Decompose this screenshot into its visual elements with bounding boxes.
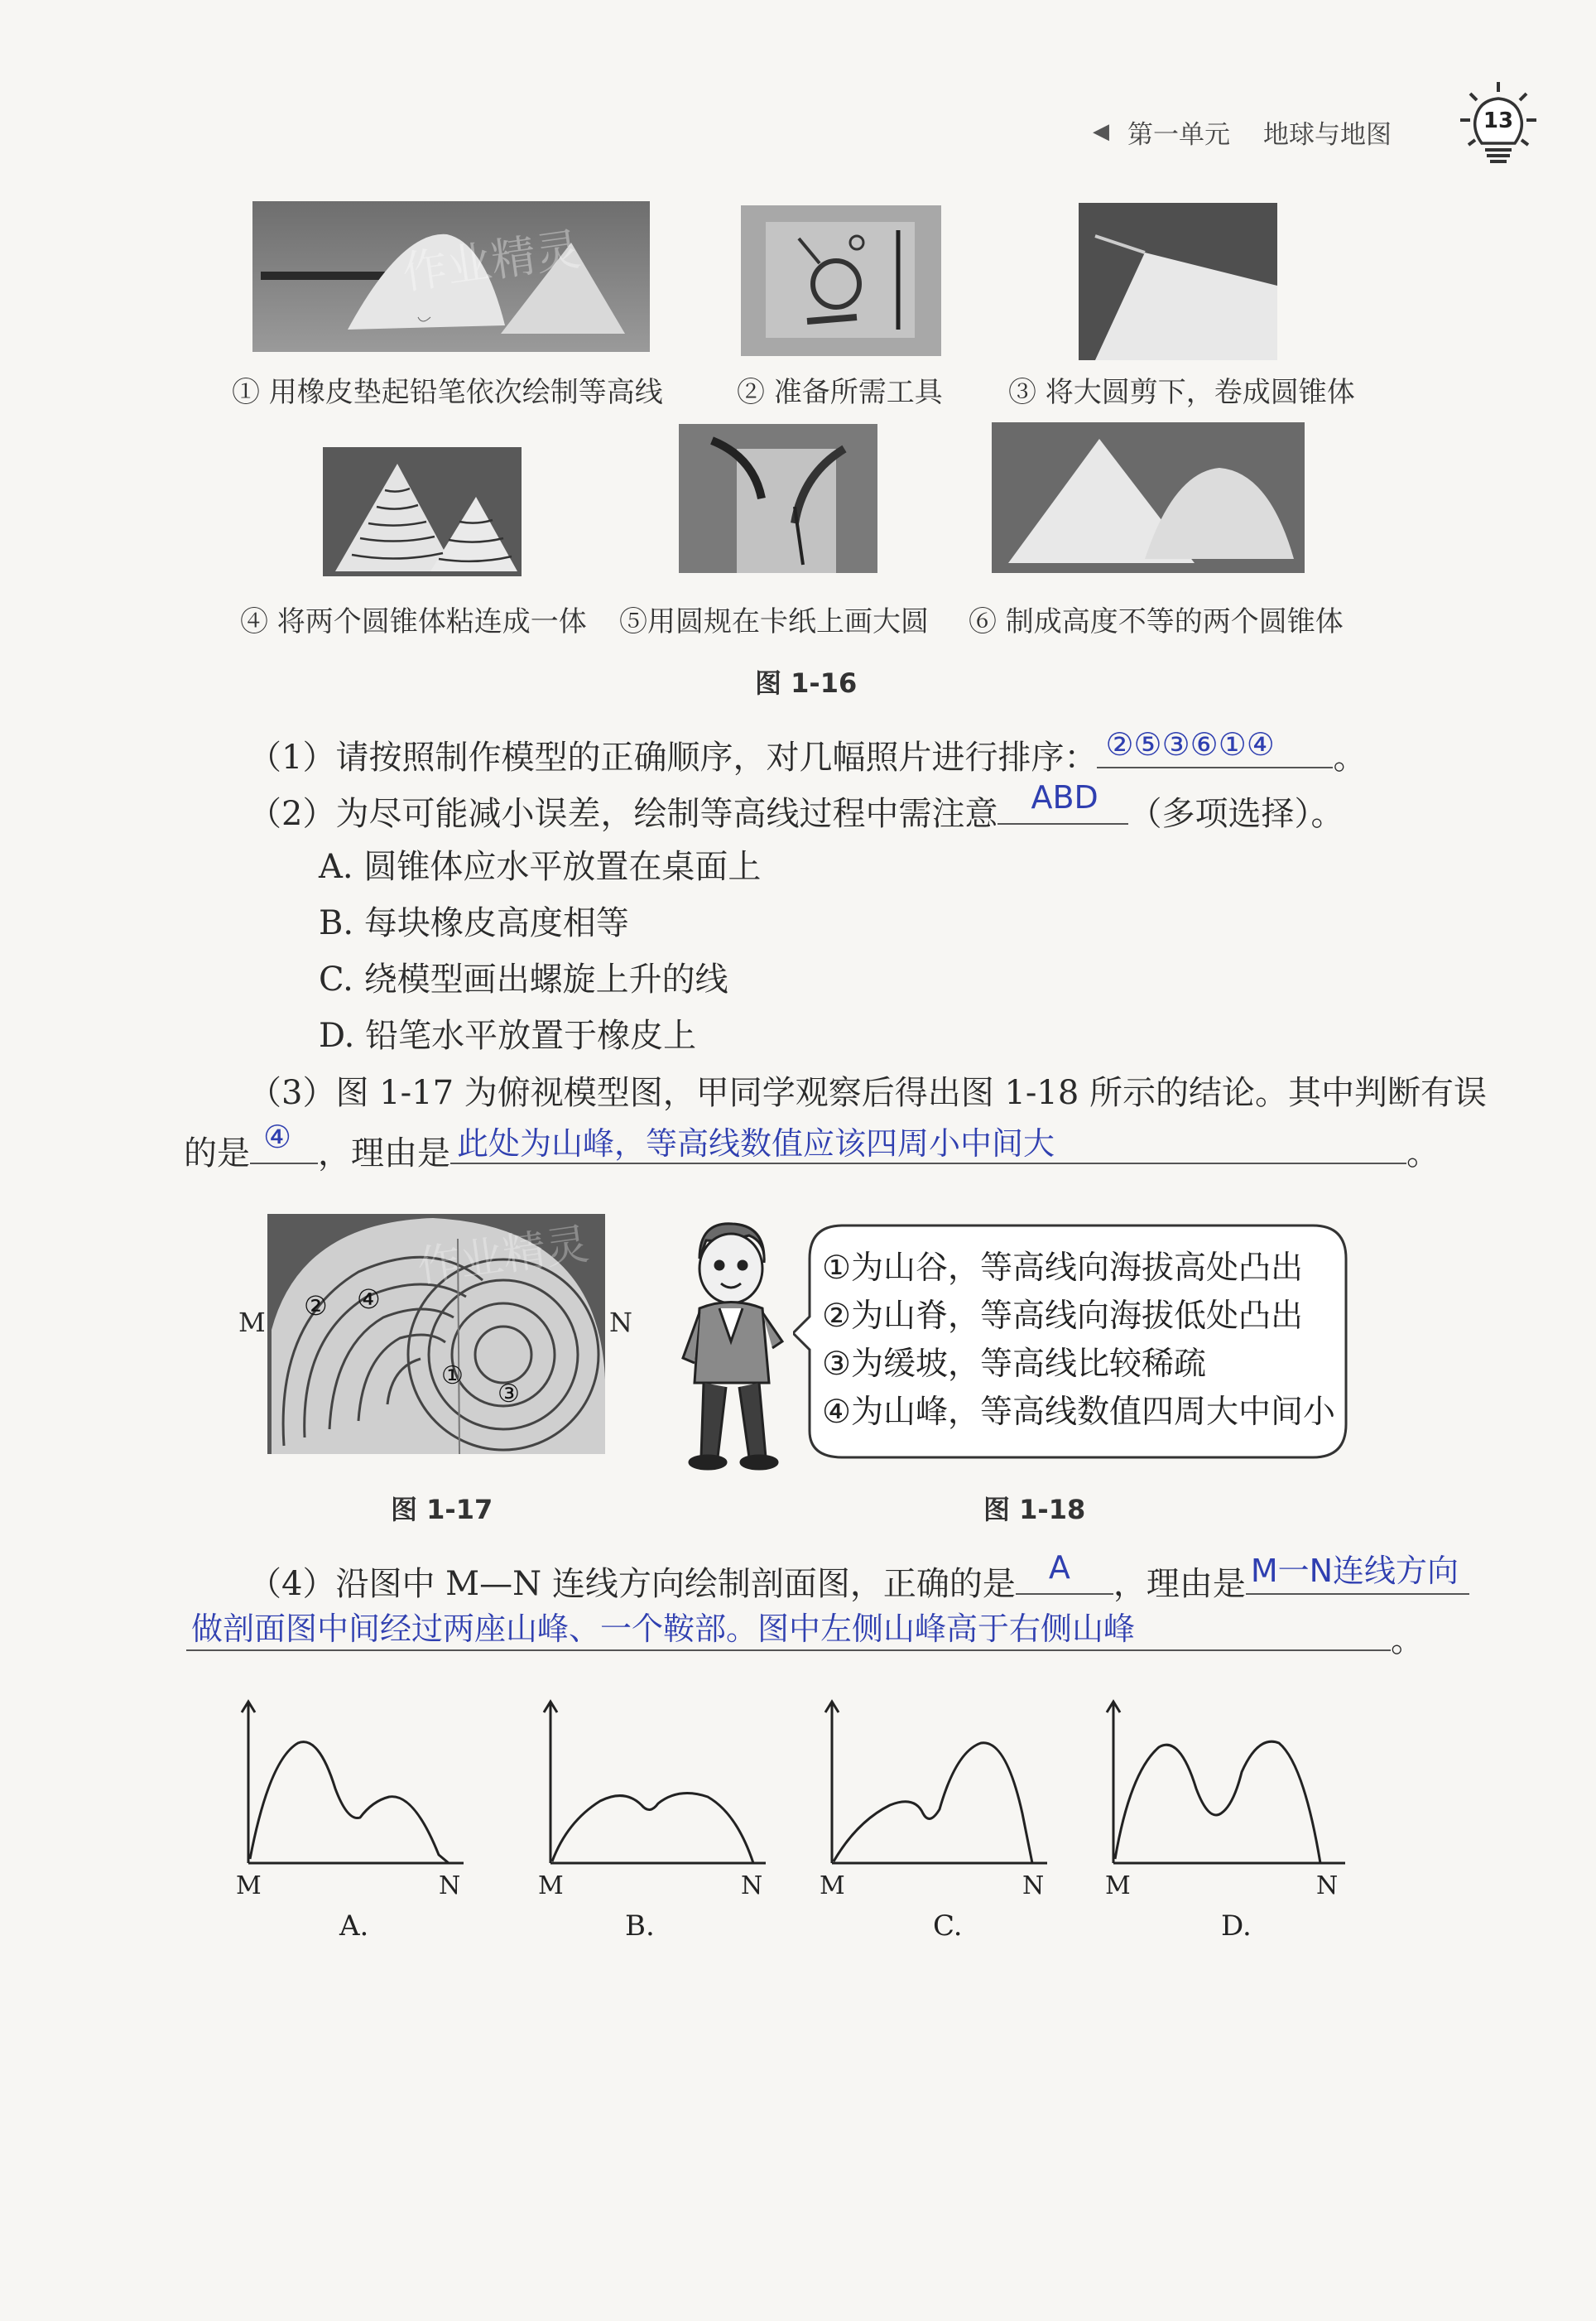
- photo-roll-cone: [1079, 203, 1277, 360]
- profile-option-a[interactable]: [232, 1697, 480, 1946]
- profile-c-letter: C.: [933, 1909, 963, 1943]
- page-header: [1093, 114, 1392, 149]
- q2-option-d: D. 铅笔水平放置于橡皮上: [319, 1017, 697, 1055]
- profile-option-c[interactable]: [815, 1697, 1064, 1946]
- profile-d-m: M: [1105, 1871, 1131, 1900]
- profile-d-letter: D.: [1221, 1909, 1252, 1943]
- profile-b-n: N: [741, 1871, 763, 1900]
- question-1: （1）请按照制作模型的正确顺序，对几幅照片进行排序： ②⑤③⑥①④ 。: [248, 726, 1367, 777]
- photo-joined-cones: [323, 447, 522, 576]
- student-cartoon: [666, 1217, 791, 1474]
- profile-curve-b: [552, 1794, 753, 1864]
- photo-two-cones: [992, 422, 1305, 573]
- profile-b-m: M: [538, 1871, 564, 1900]
- unit-label: 第一单元: [1127, 119, 1230, 150]
- profile-d-n: N: [1316, 1871, 1339, 1900]
- caption-fig16-1: ① 用橡皮垫起铅笔依次绘制等高线: [232, 376, 663, 409]
- fig17-mark-4: ④: [357, 1283, 381, 1315]
- fig17-mark-3: ③: [498, 1380, 520, 1408]
- photo-draw-contours: [252, 201, 650, 352]
- q2-option-b: B. 每块橡皮高度相等: [319, 904, 629, 942]
- question-3-line1: （3）图 1-17 为俯视模型图，甲同学观察后得出图 1-18 所示的结论。其中判断有误: [248, 1074, 1488, 1112]
- back-arrow-icon: ◀: [1093, 119, 1109, 144]
- profile-a-n: N: [439, 1871, 461, 1900]
- watermark: 作业精灵: [399, 223, 584, 300]
- photo-compass-draw: [679, 424, 877, 573]
- question-4-line1: （4）沿图中 M—N 连线方向绘制剖面图，正确的是 A ，理由是 M一N连线方向: [248, 1563, 1469, 1601]
- question-2: （2）为尽可能减小误差，绘制等高线过程中需注意 ABD （多项选择）。: [248, 779, 1344, 833]
- q1-answer: ②⑤③⑥①④: [1105, 726, 1275, 763]
- caption-fig16-3: ③ 将大圆剪下，卷成圆锥体: [1008, 376, 1355, 409]
- caption-fig16-2: ② 准备所需工具: [737, 376, 943, 409]
- caption-fig16-4: ④ 将两个圆锥体粘连成一体: [240, 605, 587, 638]
- fig18-line-3: ③为缓坡，等高线比较稀疏: [822, 1346, 1206, 1383]
- q2-option-c: C. 绕模型画出螺旋上升的线: [319, 961, 728, 999]
- q4-reason-part1: M一N连线方向: [1250, 1553, 1459, 1589]
- q4-answer: A: [1048, 1549, 1070, 1586]
- fig17-m-label: M: [238, 1307, 266, 1338]
- lightbulb-icon: [1457, 79, 1540, 170]
- fig17-topview-photo: [267, 1214, 605, 1454]
- fig17-label: 图 1-17: [391, 1494, 493, 1525]
- q2-answer: ABD: [1031, 779, 1098, 816]
- speech-bubble: [793, 1217, 1356, 1466]
- profile-b-letter: B.: [625, 1909, 655, 1943]
- fig16-label: 图 1-16: [755, 667, 858, 699]
- page-number: 13: [1483, 108, 1514, 133]
- photo-tools: [741, 205, 941, 356]
- fig17-mark-1: ①: [441, 1361, 464, 1390]
- q4-reason-part2: 做剖面图中间经过两座山峰、一个鞍部。图中左侧山峰高于右侧山峰: [191, 1611, 1136, 1647]
- profile-c-n: N: [1022, 1871, 1045, 1900]
- fig18-line-1: ①为山谷，等高线向海拔高处凸出: [822, 1250, 1303, 1287]
- profile-c-m: M: [820, 1871, 845, 1900]
- profile-curve-a: [250, 1742, 449, 1863]
- profile-a-letter: A.: [339, 1909, 369, 1943]
- q3-reason: 此处为山峰，等高线数值应该四周小中间大: [457, 1125, 1055, 1162]
- profile-option-d[interactable]: [1097, 1697, 1362, 1946]
- fig17-mark-2: ②: [304, 1290, 328, 1322]
- caption-fig16-6: ⑥ 制成高度不等的两个圆锥体: [969, 605, 1344, 638]
- q2-option-a: A. 圆锥体应水平放置在桌面上: [319, 848, 762, 886]
- fig18-line-4: ④为山峰，等高线数值四周大中间小: [822, 1394, 1335, 1431]
- topic-label: 地球与地图: [1263, 119, 1392, 150]
- q3-answer: ④: [263, 1119, 292, 1155]
- fig18-label: 图 1-18: [983, 1494, 1086, 1525]
- watermark: 作业精灵: [414, 1219, 592, 1293]
- profile-curve-c: [834, 1743, 1032, 1863]
- question-3-line2: 的是 ④ ，理由是 此处为山峰，等高线数值应该四周小中间大 。: [184, 1119, 1440, 1173]
- caption-fig16-5: ⑤用圆规在卡纸上画大圆: [619, 605, 929, 638]
- profile-curve-d: [1115, 1741, 1320, 1863]
- question-4-line2: 做剖面图中间经过两座山峰、一个鞍部。图中左侧山峰高于右侧山峰 。: [186, 1620, 1424, 1657]
- fig17-n-label: N: [609, 1307, 632, 1338]
- profile-option-b[interactable]: [534, 1697, 782, 1946]
- profile-a-m: M: [236, 1871, 262, 1900]
- fig18-line-2: ②为山脊，等高线向海拔低处凸出: [822, 1298, 1303, 1335]
